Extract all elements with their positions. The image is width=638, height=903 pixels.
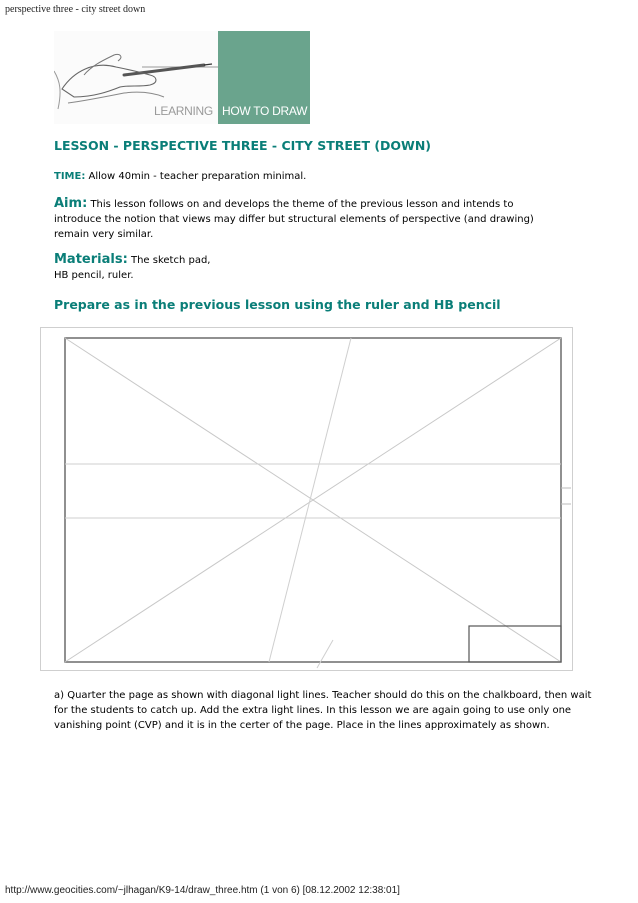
materials-line1: The sketch pad, bbox=[130, 255, 211, 266]
time-label: TIME: bbox=[54, 171, 86, 182]
aim-text: This lesson follows on and develops the theme of the previous lesson and intends to introduce the notion that views may differ but structural elements of perspective (and drawing) remain very similar. bbox=[54, 199, 534, 240]
instruction-a: a) Quarter the page as shown with diagonal light lines. Teacher should do this on the chalkboard, then wait for the students to catch up. Add the extra light lines. In this lesson we are again going to use only one vanishing point (CVP) and it is in the certer of the page. Place in the lines approximately as shown. bbox=[54, 690, 592, 731]
learning-how-to-draw-banner bbox=[54, 31, 310, 124]
time-text: Allow 40min - teacher preparation minimal. bbox=[88, 171, 307, 182]
banner-text-left: LEARNING bbox=[154, 104, 213, 118]
page-footer: http://www.geocities.com/~jlhagan/K9-14/draw_three.htm (1 von 6) [08.12.2002 12:38:01] bbox=[5, 885, 400, 896]
lesson-title: LESSON - PERSPECTIVE THREE - CITY STREET (DOWN) bbox=[54, 138, 431, 153]
prepare-heading: Prepare as in the previous lesson using the ruler and HB pencil bbox=[54, 297, 501, 312]
aim-label: Aim: bbox=[54, 196, 88, 211]
banner-text-right: HOW TO DRAW bbox=[222, 104, 308, 118]
steep-line bbox=[269, 338, 351, 662]
page-header: perspective three - city street down bbox=[5, 4, 146, 15]
aim-paragraph bbox=[54, 196, 564, 242]
bottom-mark bbox=[317, 640, 333, 668]
materials-line2: HB pencil, ruler. bbox=[54, 270, 134, 281]
materials-label: Materials: bbox=[54, 252, 128, 267]
perspective-diagram bbox=[40, 327, 573, 671]
time-line bbox=[54, 169, 306, 184]
materials-paragraph bbox=[54, 252, 564, 283]
